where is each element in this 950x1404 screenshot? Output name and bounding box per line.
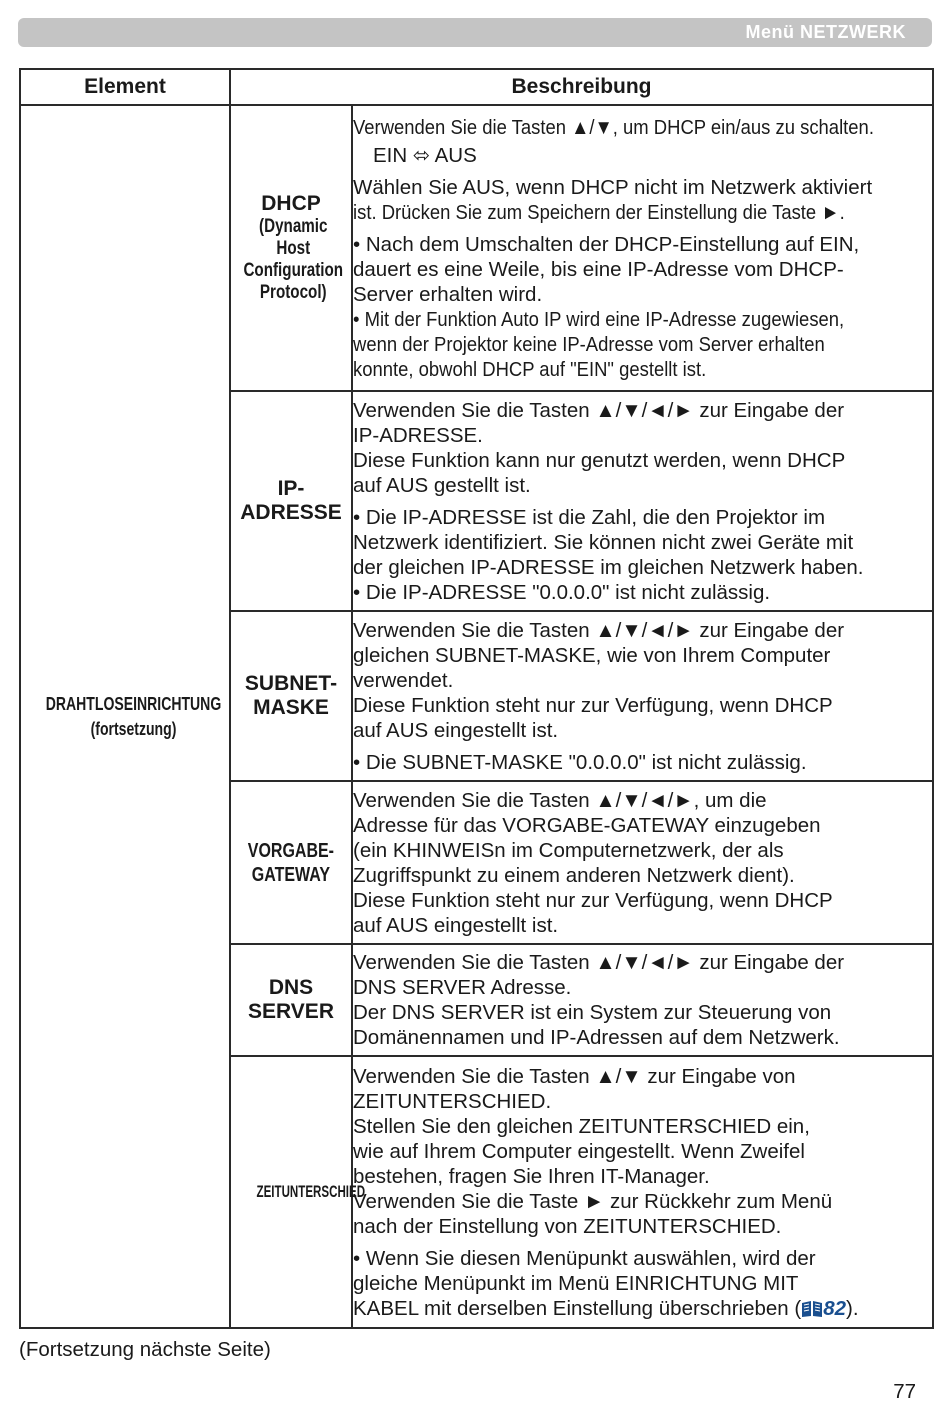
desc-text: ist. Drücken Sie zum Speichern der Einstellung die Taste ►. bbox=[353, 200, 845, 224]
item-dhcp-title: DHCP bbox=[261, 192, 321, 215]
group-label-line1: DRAHTLOSEINRICHTUNG bbox=[45, 693, 222, 714]
desc-text: wenn der Projektor keine IP-Adresse vom Server erhalten bbox=[353, 332, 825, 356]
book-icon bbox=[801, 1300, 823, 1318]
desc-text: dauert es eine Weile, bis eine IP-Adresse vom DHCP- bbox=[353, 257, 844, 281]
desc-text: auf AUS gestellt ist. bbox=[353, 473, 531, 497]
item-label-line1: SUBNET- bbox=[244, 672, 338, 695]
desc-text: nach der Einstellung von ZEITUNTERSCHIED. bbox=[353, 1214, 782, 1238]
item-dhcp-sub-3: Configuration bbox=[243, 260, 344, 281]
desc-text: Verwenden Sie die Tasten ▲/▼, um DHCP ein/aus zu schalten. bbox=[353, 115, 874, 139]
item-time-difference bbox=[230, 1056, 366, 1328]
desc-text: Wählen Sie AUS, wenn DHCP nicht im Netzwerk aktiviert bbox=[353, 175, 873, 199]
desc-text: Der DNS SERVER ist ein System zur Steuerung von bbox=[353, 1001, 832, 1024]
column-header-element: Element bbox=[20, 69, 230, 105]
desc-text: • Mit der Funktion Auto IP wird eine IP-Adresse zugewiesen, bbox=[353, 307, 845, 331]
group-label bbox=[46, 692, 222, 742]
item-label-line1: VORGABE- bbox=[247, 839, 335, 862]
desc-dns-server bbox=[352, 944, 933, 1056]
section-header-bar bbox=[18, 18, 932, 47]
section-title: Menü NETZWERK bbox=[745, 22, 906, 42]
desc-text: IP-ADRESSE. bbox=[353, 423, 483, 447]
desc-text: Verwenden Sie die Taste ► zur Rückkehr zum Menü bbox=[353, 1189, 833, 1213]
desc-text: Adresse für das VORGABE-GATEWAY einzugeben bbox=[353, 813, 821, 837]
continued-note: (Fortsetzung nächste Seite) bbox=[19, 1338, 271, 1361]
desc-text: • Die IP-ADRESSE "0.0.0.0" ist nicht zulässig. bbox=[353, 580, 771, 604]
desc-text: • Wenn Sie diesen Menüpunkt auswählen, wird der bbox=[353, 1246, 816, 1270]
item-subnet-mask bbox=[230, 611, 352, 781]
desc-text: Verwenden Sie die Tasten ▲/▼/◄/► zur Eingabe der bbox=[353, 951, 845, 974]
desc-text: auf AUS eingestellt ist. bbox=[353, 913, 559, 937]
desc-text: DNS SERVER Adresse. bbox=[353, 976, 572, 999]
item-label-line2: MASKE bbox=[253, 696, 329, 719]
item-label-line2: GATEWAY bbox=[251, 863, 331, 886]
item-default-gateway bbox=[230, 781, 352, 944]
desc-text: konnte, obwohl DHCP auf "EIN" gestellt ist. bbox=[353, 357, 707, 381]
desc-text: Zugriffspunkt zu einem anderen Netzwerk dient). bbox=[353, 863, 795, 887]
item-label-line2: ADRESSE bbox=[240, 501, 342, 524]
desc-text: Server erhalten wird. bbox=[353, 282, 543, 306]
page-reference[interactable]: 82 bbox=[823, 1296, 847, 1320]
desc-text: Domänennamen und IP-Adressen auf dem Netzwerk. bbox=[353, 1026, 840, 1049]
desc-time-difference bbox=[352, 1056, 933, 1328]
desc-text: ). bbox=[846, 1296, 859, 1320]
desc-text: Diese Funktion kann nur genutzt werden, wenn DHCP bbox=[353, 448, 846, 472]
desc-text: gleiche Menüpunkt im Menü EINRICHTUNG MIT bbox=[353, 1271, 799, 1295]
desc-text: • Nach dem Umschalten der DHCP-Einstellung auf EIN, bbox=[353, 232, 860, 256]
desc-text: Verwenden Sie die Tasten ▲/▼/◄/► zur Eingabe der bbox=[353, 398, 845, 422]
desc-text: auf AUS eingestellt ist. bbox=[353, 718, 559, 742]
desc-text: bestehen, fragen Sie Ihren IT-Manager. bbox=[353, 1164, 710, 1188]
desc-text: Diese Funktion steht nur zur Verfügung, wenn DHCP bbox=[353, 888, 833, 912]
desc-toggle-values: EIN ⬄ AUS bbox=[373, 143, 477, 167]
item-dhcp bbox=[230, 105, 352, 391]
settings-table bbox=[19, 68, 934, 1329]
desc-dhcp bbox=[352, 105, 933, 391]
desc-default-gateway bbox=[352, 781, 933, 944]
item-label-line1: DNS bbox=[268, 976, 314, 999]
desc-text: Verwenden Sie die Tasten ▲/▼/◄/►, um die bbox=[353, 788, 767, 812]
item-dhcp-sub-2: Host bbox=[276, 238, 311, 259]
desc-text: der gleichen IP-ADRESSE im gleichen Netzwerk haben. bbox=[353, 555, 864, 579]
item-dns-server bbox=[230, 944, 352, 1056]
desc-text: Verwenden Sie die Tasten ▲/▼ zur Eingabe von bbox=[353, 1064, 796, 1088]
desc-ip-address bbox=[352, 391, 933, 611]
column-header-description: Beschreibung bbox=[230, 69, 933, 105]
desc-subnet-mask bbox=[352, 611, 933, 781]
desc-text: • Die SUBNET-MASKE "0.0.0.0" ist nicht zulässig. bbox=[353, 750, 807, 774]
desc-text: Netzwerk identifiziert. Sie können nicht zwei Geräte mit bbox=[353, 530, 854, 554]
desc-text: Verwenden Sie die Tasten ▲/▼/◄/► zur Eingabe der bbox=[353, 618, 845, 642]
item-dhcp-sub-1: (Dynamic bbox=[259, 216, 328, 237]
desc-text: KABEL mit derselben Einstellung überschrieben ( bbox=[353, 1296, 802, 1320]
item-label-line1: ZEITUNTERSCHIED bbox=[256, 1182, 366, 1201]
group-label-cell bbox=[20, 105, 230, 1328]
item-label-line2: SERVER bbox=[248, 1000, 334, 1023]
desc-text: gleichen SUBNET-MASKE, wie von Ihrem Computer bbox=[353, 643, 831, 667]
desc-text: verwendet. bbox=[353, 668, 454, 692]
page-number: 77 bbox=[893, 1380, 916, 1403]
desc-text: • Die IP-ADRESSE ist die Zahl, die den Projektor im bbox=[353, 505, 826, 529]
desc-text: Diese Funktion steht nur zur Verfügung, wenn DHCP bbox=[353, 693, 833, 717]
desc-text: ZEITUNTERSCHIED. bbox=[353, 1089, 552, 1113]
desc-text: wie auf Ihrem Computer eingestellt. Wenn Zweifel bbox=[353, 1139, 805, 1163]
item-dhcp-sub-4: Protocol) bbox=[259, 282, 327, 303]
desc-text: Stellen Sie den gleichen ZEITUNTERSCHIED ein, bbox=[353, 1114, 810, 1138]
desc-text: (ein KHINWEISn im Computernetzwerk, der als bbox=[353, 838, 784, 862]
item-ip-address bbox=[230, 391, 352, 611]
table-row-dhcp bbox=[20, 105, 933, 391]
item-label-line1: IP- bbox=[277, 477, 305, 500]
group-label-line2: (fortsetzung) bbox=[90, 718, 177, 739]
table-header-row bbox=[20, 69, 933, 105]
